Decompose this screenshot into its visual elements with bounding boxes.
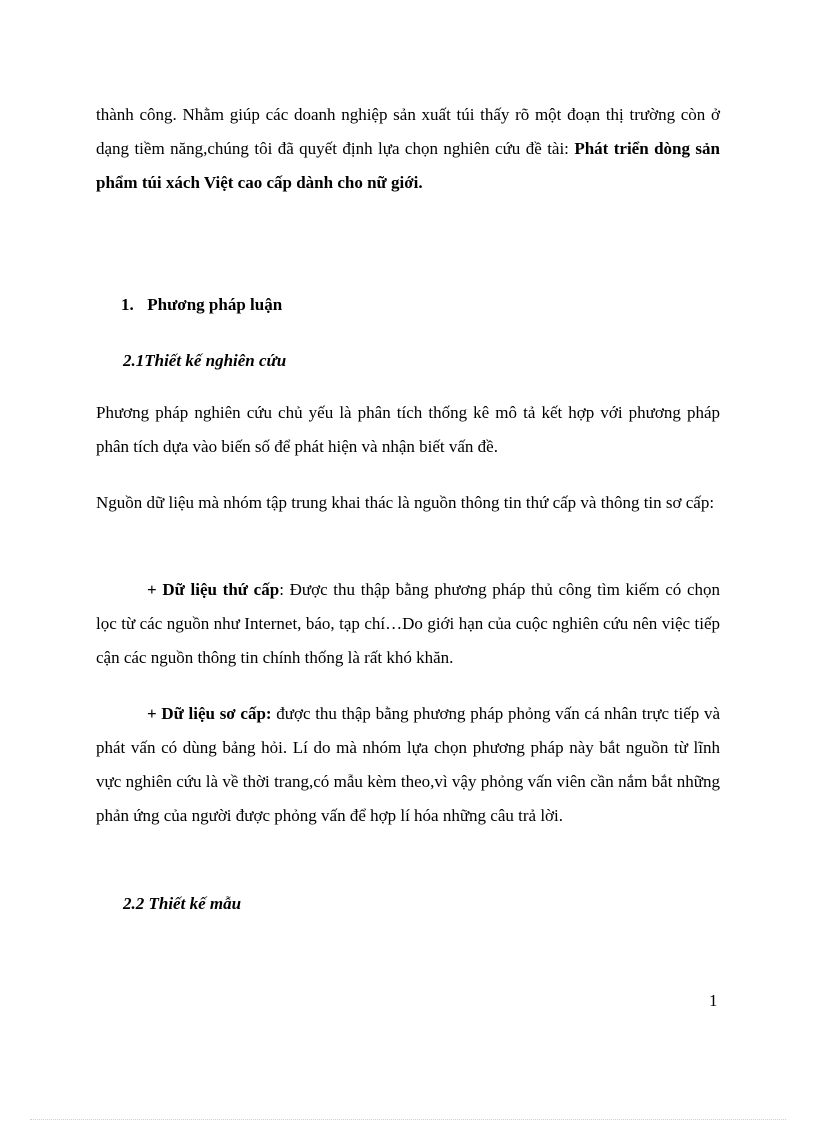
research-topic: Phát triển dòng sản phẩm túi xách Việt cao cấp dành cho nữ giới. xyxy=(96,139,720,192)
section-2-1-heading: 2.1Thiết kế nghiên cứu xyxy=(123,351,287,370)
primary-data-paragraph xyxy=(96,697,720,833)
section-1-title: Phương pháp luận xyxy=(147,295,283,314)
page-number: 1 xyxy=(709,991,718,1010)
secondary-data-text: : Được thu thập bằng phương pháp thủ công tìm kiếm có chọn lọc từ các nguồn như Internet, báo, tạp chí…Do giới hạn của cuộc nghiên cứu nên việc tiếp cận các nguồn thông tin chính thống là rất khó khăn. xyxy=(96,580,720,667)
sources-paragraph: Nguồn dữ liệu mà nhóm tập trung khai thác là nguồn thông tin thứ cấp và thông tin sơ cấp: xyxy=(96,493,715,512)
secondary-data-paragraph xyxy=(96,573,720,675)
intro-paragraph xyxy=(96,98,720,200)
page-bottom-divider xyxy=(30,1119,786,1120)
method-paragraph: Phương pháp nghiên cứu chủ yếu là phân tích thống kê mô tả kết hợp với phương pháp phân tích dựa vào biến số để phát hiện và nhận biết vấn đề. xyxy=(96,403,720,456)
primary-data-label: + Dữ liệu sơ cấp: xyxy=(147,704,272,723)
section-1-number: 1. xyxy=(121,295,134,314)
section-1-heading xyxy=(121,290,282,320)
intro-text: thành công. Nhằm giúp các doanh nghiệp sản xuất túi thấy rõ một đoạn thị trường còn ở dạng tiềm năng,chúng tôi đã quyết định lựa chọn nghiên cứu đề tài: xyxy=(96,105,720,158)
secondary-data-label: + Dữ liệu thứ cấp xyxy=(147,580,280,599)
section-2-2-heading: 2.2 Thiết kế mẫu xyxy=(123,894,242,913)
primary-data-text: được thu thập bằng phương pháp phỏng vấn cá nhân trực tiếp và phát vấn có dùng bảng hỏi. Lí do mà nhóm lựa chọn phương pháp này bắt nguồn từ lĩnh vực nghiên cứu là về thời trang,có mẫu kèm theo,vì vậy phỏng vấn viên cần nắm bắt những phản ứng của người được phỏng vấn để hợp lí hóa những câu trả lời. xyxy=(96,704,720,825)
